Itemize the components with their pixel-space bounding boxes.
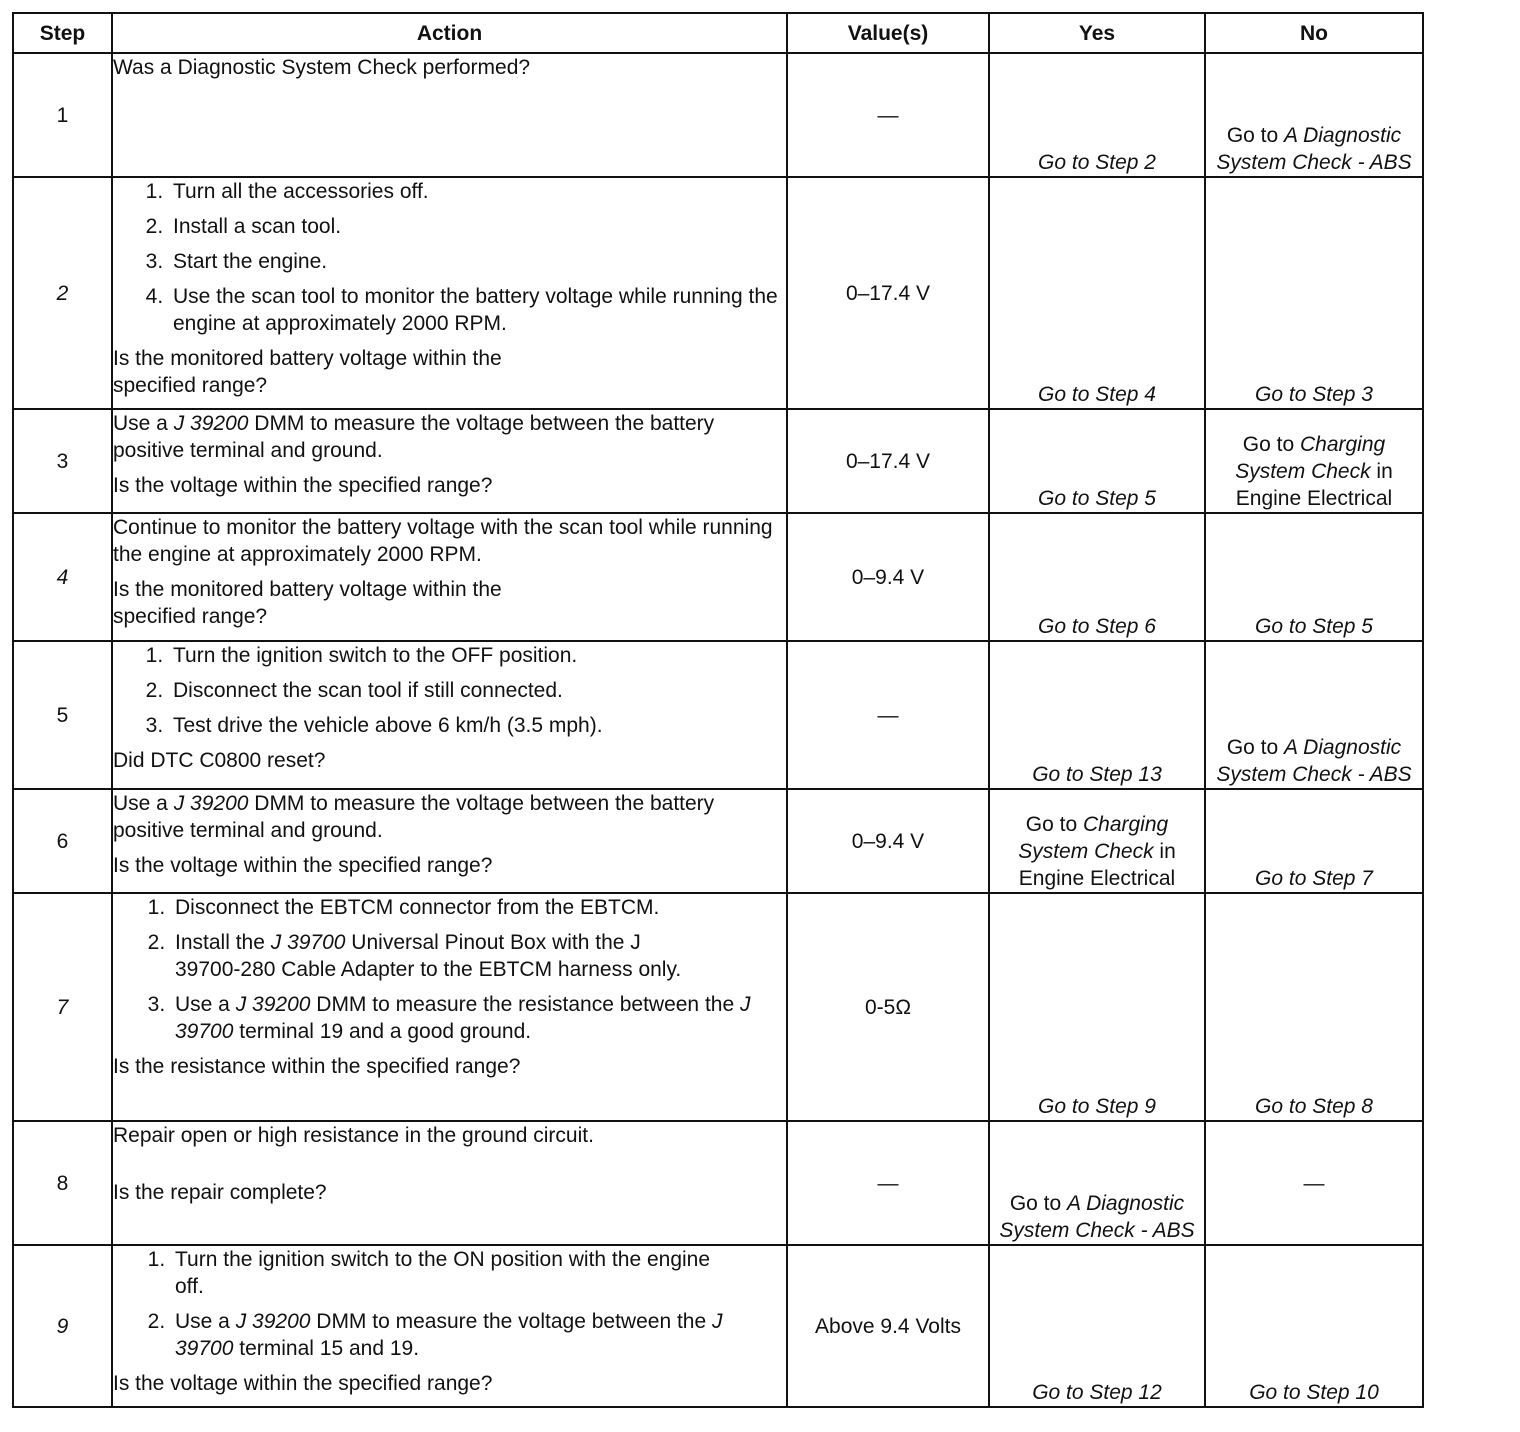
action-cell (112, 409, 787, 513)
question-text: Is the voltage within the specified range? (113, 1372, 493, 1395)
yes-cell: Go to Step 2 (989, 53, 1205, 177)
no-cell: Go to Step 5 (1205, 513, 1423, 641)
goto-suffix: in Engine Electrical (1018, 840, 1176, 890)
action-cell (112, 1245, 787, 1407)
text-part: DMM to measure the voltage between the (310, 1310, 712, 1333)
header-step: Step (13, 13, 112, 53)
step-number: 6 (13, 789, 112, 893)
value-cell: — (787, 641, 989, 789)
text-part: Use a (113, 792, 174, 815)
step-number: 7 (13, 893, 112, 1121)
no-cell: Go to Step 3 (1205, 177, 1423, 409)
goto-link: Charging System Check (1018, 813, 1169, 863)
table-row (13, 513, 1423, 641)
step-number: 1 (13, 53, 112, 177)
action-text (113, 410, 786, 464)
action-step: 1. Turn all the accessories off. (169, 178, 786, 205)
tool-name: J 39700 (270, 931, 346, 954)
action-step (171, 991, 786, 1045)
text-part: DMM to measure the voltage between the battery positive terminal and ground. (113, 412, 715, 462)
step-number: 4 (13, 513, 112, 641)
value-cell: — (787, 1121, 989, 1245)
action-step: 2. Install a scan tool. (169, 213, 786, 240)
action-step: 3. Start the engine. (169, 248, 786, 275)
yes-cell (989, 789, 1205, 893)
goto-prefix: Go to (1242, 433, 1300, 456)
value-cell: 0–9.4 V (787, 789, 989, 893)
action-steps (113, 1246, 786, 1362)
action-cell (112, 641, 787, 789)
action-step (171, 1308, 786, 1362)
table-row (13, 789, 1423, 893)
table-row (13, 409, 1423, 513)
action-cell (112, 177, 787, 409)
action-step: 3. Test drive the vehicle above 6 km/h (3.5 mph). (169, 712, 786, 739)
table-row (13, 641, 1423, 789)
goto-prefix: Go to (1226, 124, 1285, 147)
action-cell (112, 53, 787, 177)
yes-cell (989, 1121, 1205, 1245)
diagnostic-table (12, 12, 1424, 1408)
no-cell (1205, 409, 1423, 513)
table-row (13, 1245, 1423, 1407)
action-cell (112, 893, 787, 1121)
action-step: 4. Use the scan tool to monitor the battery voltage while running the engine at approximately 2000 RPM. (169, 283, 786, 337)
step-number: 8 (13, 1121, 112, 1245)
text-part: Use a (113, 412, 174, 435)
goto-link: A Diagnostic System Check - ABS (1216, 736, 1412, 786)
header-no: No (1205, 13, 1423, 53)
action-step: 1. Turn the ignition switch to the ON position with the engine off. (171, 1246, 735, 1300)
no-cell: — (1205, 1121, 1423, 1245)
yes-cell: Go to Step 13 (989, 641, 1205, 789)
question-text: Is the resistance within the specified range? (113, 1055, 521, 1078)
value-cell: 0-5Ω (787, 893, 989, 1121)
tool-name: J 39200 (173, 792, 249, 815)
value-cell: — (787, 53, 989, 177)
table-row (13, 1121, 1423, 1245)
yes-cell: Go to Step 4 (989, 177, 1205, 409)
yes-cell: Go to Step 12 (989, 1245, 1205, 1407)
yes-cell: Go to Step 9 (989, 893, 1205, 1121)
action-cell (112, 789, 787, 893)
text-part: DMM to measure the resistance between the (310, 993, 740, 1016)
text-part: DMM to measure the voltage between the battery positive terminal and ground. (113, 792, 715, 842)
goto-suffix: in Engine Electrical (1235, 460, 1393, 510)
no-cell: Go to Step 7 (1205, 789, 1423, 893)
tool-name: J 39200 (173, 412, 249, 435)
goto-prefix: Go to (1025, 813, 1083, 836)
no-cell (1205, 53, 1423, 177)
goto-link: A Diagnostic System Check - ABS (999, 1192, 1195, 1242)
no-cell: Go to Step 10 (1205, 1245, 1423, 1407)
question-text: Is the voltage within the specified range? (113, 854, 493, 877)
goto-link: A Diagnostic System Check - ABS (1216, 124, 1412, 174)
goto-prefix: Go to (1009, 1192, 1068, 1215)
table-row (13, 53, 1423, 177)
text-part: Universal Pinout Box with the J 39700-280 Cable Adapter to the EBTCM harness only. (175, 931, 682, 981)
step-number: 3 (13, 409, 112, 513)
tool-name: J 39200 (235, 1310, 311, 1333)
goto-prefix: Go to (1226, 736, 1285, 759)
action-cell (112, 1121, 787, 1245)
tool-name: J 39700 (175, 1310, 723, 1360)
action-steps (113, 894, 786, 1045)
value-cell: 0–9.4 V (787, 513, 989, 641)
question-text: Is the monitored battery voltage within the specified range? (113, 578, 502, 628)
text-part: terminal 19 and a good ground. (233, 1020, 532, 1043)
question-text: Was a Diagnostic System Check performed? (113, 56, 531, 79)
action-step: 1. Turn the ignition switch to the OFF position. (169, 642, 786, 669)
question-text: Is the repair complete? (113, 1181, 327, 1204)
tool-name: J 39700 (175, 993, 751, 1043)
action-text: Repair open or high resistance in the ground circuit. (113, 1124, 594, 1147)
action-cell (112, 513, 787, 641)
table-row (13, 177, 1423, 409)
question-text: Is the voltage within the specified range? (113, 474, 493, 497)
text-part: terminal 15 and 19. (233, 1337, 420, 1360)
question-text: Is the monitored battery voltage within the specified range? (113, 347, 502, 397)
value-cell: Above 9.4 Volts (787, 1245, 989, 1407)
action-step: 2. Disconnect the scan tool if still connected. (169, 677, 786, 704)
yes-cell: Go to Step 6 (989, 513, 1205, 641)
table-row (13, 893, 1423, 1121)
header-action: Action (112, 13, 787, 53)
value-cell: 0–17.4 V (787, 409, 989, 513)
no-cell (1205, 641, 1423, 789)
action-step (171, 929, 695, 983)
value-cell: 0–17.4 V (787, 177, 989, 409)
header-values: Value(s) (787, 13, 989, 53)
action-text: Continue to monitor the battery voltage with the scan tool while running the engine at approximately 2000 RPM. (113, 516, 773, 566)
text-part: Use a (175, 1310, 236, 1333)
text-part: Install the (175, 931, 271, 954)
action-steps (113, 178, 786, 337)
goto-link: Charging System Check (1235, 433, 1386, 483)
step-number: 2 (13, 177, 112, 409)
tool-name: J 39200 (235, 993, 311, 1016)
text-part: Use a (175, 993, 236, 1016)
step-number: 9 (13, 1245, 112, 1407)
no-cell: Go to Step 8 (1205, 893, 1423, 1121)
action-step: 1. Disconnect the EBTCM connector from the EBTCM. (171, 894, 786, 921)
step-number: 5 (13, 641, 112, 789)
action-steps (113, 642, 786, 739)
yes-cell: Go to Step 5 (989, 409, 1205, 513)
question-text: Did DTC C0800 reset? (113, 749, 326, 772)
header-row (13, 13, 1423, 53)
action-text (113, 790, 786, 844)
header-yes: Yes (989, 13, 1205, 53)
